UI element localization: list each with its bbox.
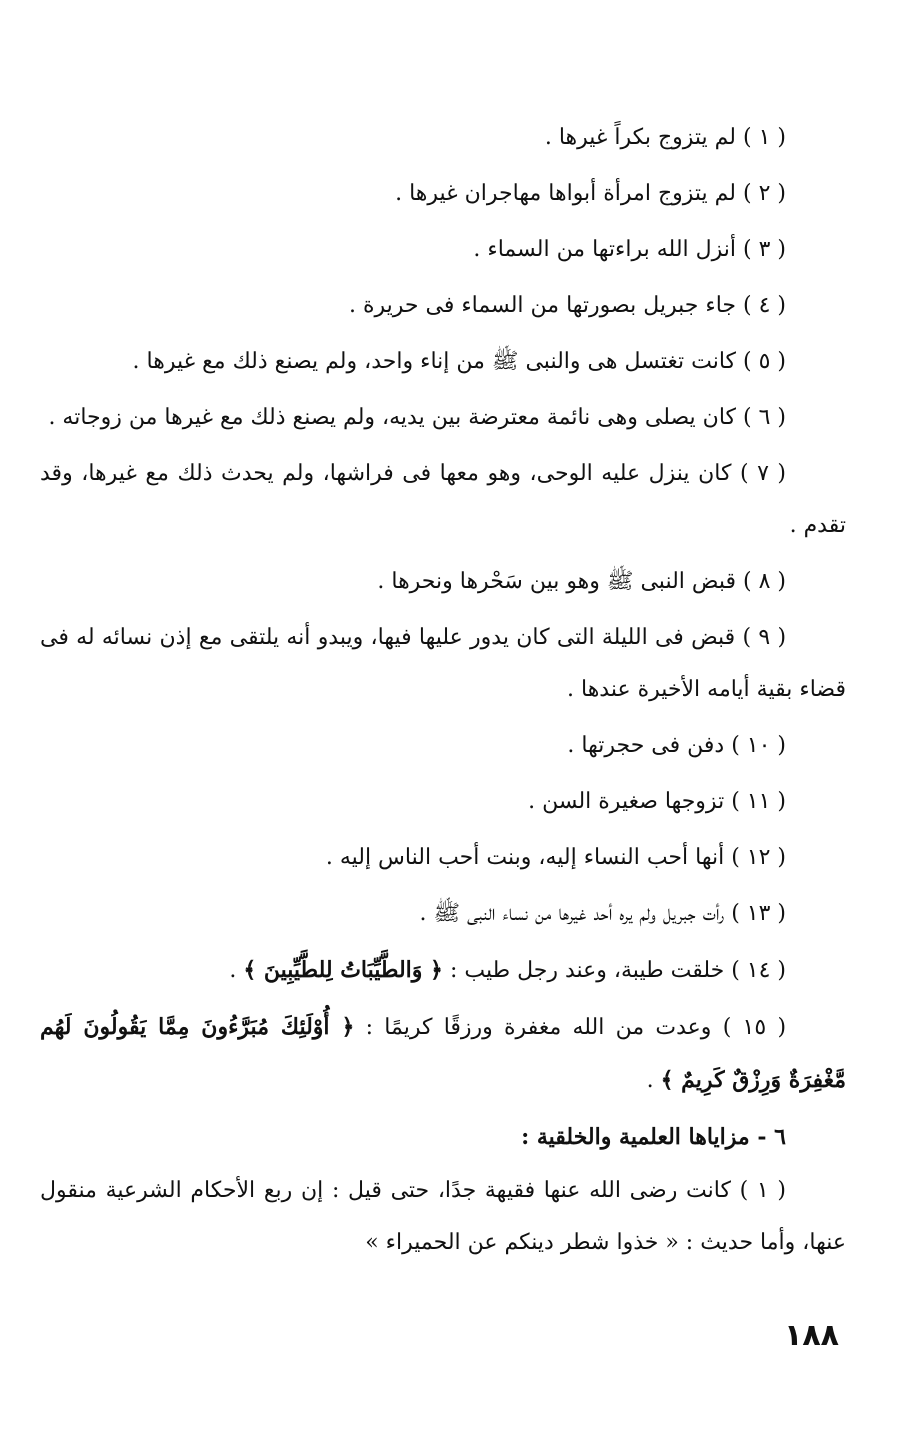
- item-text: كان ينزل عليه الوحى، وهو معها فى فراشها، ولم يحدث ذلك مع غيرها، وقد تقدم .: [40, 461, 846, 538]
- item-text: قبض النبى ﷺ وهو بين سَحْرها ونحرها .: [377, 569, 737, 594]
- item-number: ( ٨ ): [743, 569, 786, 594]
- item-number: ( ٤ ): [743, 293, 786, 318]
- item-text: قبض فى الليلة التى كان يدور عليها فيها، ويبدو أنه يلتقى مع إذن نسائه له فى قضاء بقية أيامه الأخيرة عندها .: [40, 625, 846, 702]
- item-number: ( ٢ ): [743, 181, 786, 206]
- item-text: خلقت طيبة، وعند رجل طيب :: [449, 958, 725, 983]
- item-end: .: [229, 958, 237, 983]
- item-text: جاء جبريل بصورتها من السماء فى حريرة .: [348, 293, 737, 318]
- list-item: [40, 112, 846, 164]
- item-number: ( ١٠ ): [731, 733, 786, 758]
- list-item: [40, 168, 846, 220]
- item-number: ( ٧ ): [739, 461, 786, 486]
- section-heading: ٦ - مزاياها العلمية والخلقية :: [521, 1124, 786, 1150]
- page-number: ١٨٨: [784, 1318, 839, 1353]
- item-text: كانت تغتسل هى والنبى ﷺ من إناء واحد، ولم يصنع ذلك مع غيرها .: [132, 349, 737, 374]
- item-text: وعدت من الله مغفرة ورزقًا كريمًا :: [365, 1015, 712, 1040]
- list-item: [40, 944, 846, 997]
- item-number: ( ١٤ ): [731, 958, 786, 983]
- list-item: [40, 720, 846, 772]
- item-text: دفن فى حجرتها .: [567, 733, 725, 758]
- item-text: كان يصلى وهى نائمة معترضة بين يديه، ولم يصنع ذلك مع غيرها من زوجاته .: [48, 405, 737, 430]
- item-number: ( ٦ ): [743, 405, 786, 430]
- item-text: أنها أحب النساء إليه، وبنت أحب الناس إليه .: [325, 845, 725, 870]
- list-item: [40, 336, 846, 388]
- list-item: [40, 1001, 846, 1107]
- item-text: تزوجها صغيرة السن .: [528, 789, 725, 814]
- item-number: ( ٣ ): [743, 237, 786, 262]
- item-text: أنزل الله براءتها من السماء .: [473, 237, 737, 262]
- list-item: [40, 1165, 846, 1269]
- list-item: [40, 224, 846, 276]
- item-text: لم يتزوج بكراً غيرها .: [544, 125, 737, 150]
- list-item: [40, 448, 846, 552]
- item-text: كانت رضى الله عنها فقيهة جدًا، حتى قيل : إن ربع الأحكام الشرعية منقول عنها، وأما حديث : « خذوا شطر دينكم عن الحميراء »: [40, 1178, 846, 1255]
- item-number: ( ١ ): [743, 125, 786, 150]
- page-body: [40, 112, 846, 1273]
- quran-verse: ﴿ أُوْلَئِكَ مُبَرَّءُونَ مِمَّا يَقُولُونَ لَهُم مَّغْفِرَةٌ وَرِزْقٌ كَرِيمٌ ﴾: [40, 1014, 846, 1093]
- list-item: [40, 888, 846, 940]
- item-number: ( ١١ ): [731, 789, 786, 814]
- list-item: [40, 776, 846, 828]
- item-number: ( ٩ ): [742, 625, 787, 650]
- item-end: .: [646, 1068, 654, 1093]
- item-number: ( ١٢ ): [731, 845, 786, 870]
- list-item: [40, 832, 846, 884]
- quran-verse: ﴿ وَالطَّيِّبَاتُ لِلطَّيِّبِينَ ﴾: [243, 957, 443, 983]
- item-text: لم يتزوج امرأة أبواها مهاجران غيرها .: [395, 181, 737, 206]
- list-item: [40, 280, 846, 332]
- item-number: ( ٥ ): [743, 349, 786, 374]
- item-text: رأت جبريل ولم يره أحد غيرها من نساء النبى ﷺ .: [419, 901, 725, 926]
- list-item: [40, 392, 846, 444]
- item-number: ( ١ ): [739, 1178, 787, 1203]
- item-number: ( ١٥ ): [722, 1015, 787, 1040]
- item-number: ( ١٣ ): [731, 901, 786, 926]
- list-item: [40, 612, 846, 716]
- list-item: [40, 556, 846, 608]
